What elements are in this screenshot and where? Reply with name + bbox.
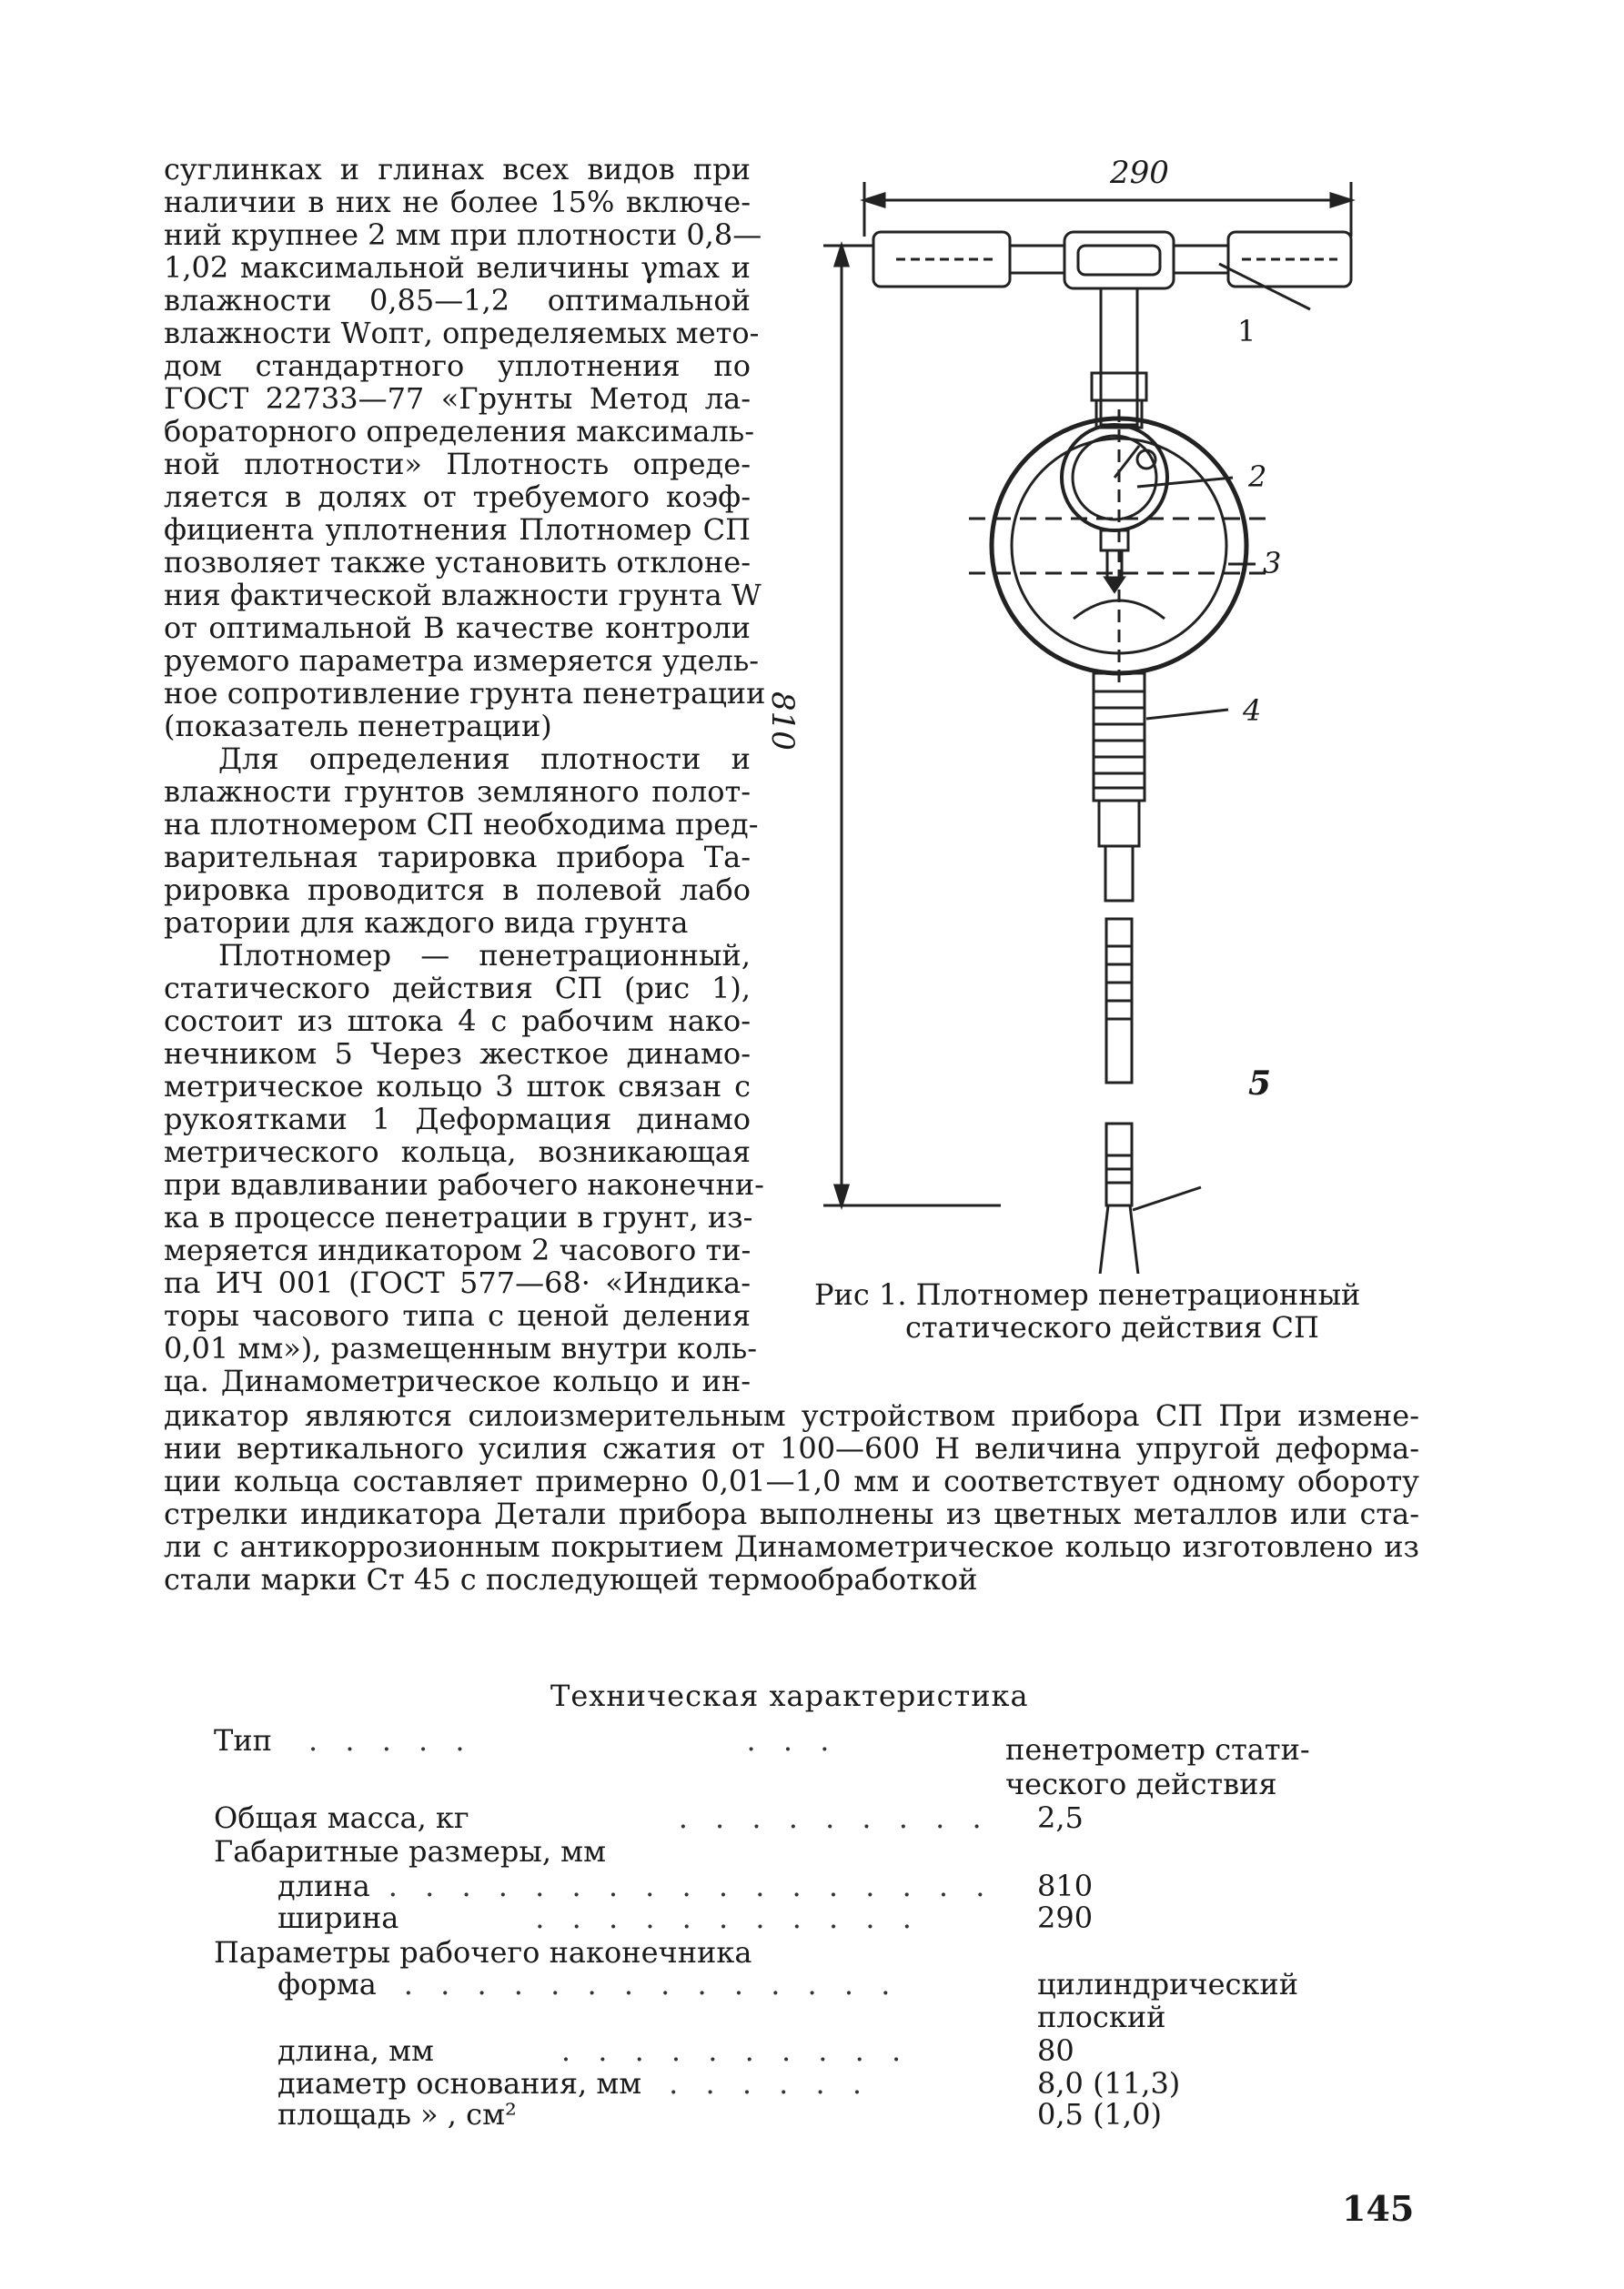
spec-diameter-label: диаметр основания, мм . . . . . . — [277, 2066, 872, 2101]
figure-label-1: 1 — [1237, 314, 1256, 348]
text-line: ГОСТ 22733—77 «Грунты Метод ла- — [164, 381, 751, 416]
text-line: при вдавливании рабочего наконечни- — [164, 1167, 764, 1202]
text-line: меряется индикатором 2 часового ти- — [164, 1233, 751, 1267]
text-line: стали марки Ст 45 с последующей термообработкой — [164, 1562, 978, 1597]
spec-shape-value-2: плоский — [1037, 2000, 1166, 2034]
text-line: ния фактической влажности грунта W — [164, 578, 762, 612]
figure-label-2: 2 — [1248, 459, 1267, 494]
text-line: влажности Wопт, определяемых мето- — [164, 316, 760, 350]
left-column-text — [164, 152, 766, 1398]
figure-label-4: 4 — [1243, 693, 1262, 728]
figure-label-3: 3 — [1263, 546, 1282, 580]
dim-label-height: 810 — [764, 691, 801, 751]
specs-title: Техническая характеристика — [550, 1679, 1029, 1713]
spec-length-value: 810 — [1037, 1869, 1094, 1903]
text-line: влажности 0,85—1,2 оптимальной — [164, 283, 751, 318]
spec-shape-value-1: цилиндрический — [1037, 1967, 1299, 2002]
text-line: ка в процессе пенетрации в грунт, из- — [164, 1200, 753, 1235]
spec-width-value: 290 — [1037, 1901, 1094, 1935]
caption-line-1: Рис 1. Плотномер пенетрационный — [814, 1277, 1361, 1312]
spec-area-label: площадь » , см² — [277, 2097, 517, 2132]
text-line: ное сопротивление грунта пенетрации — [164, 676, 766, 711]
text-line: ратории для каждого вида грунта — [164, 905, 689, 940]
spec-length-label: длина . . . . . . . . . . . . . . . . . — [277, 1869, 994, 1903]
indicator-dial — [1062, 425, 1167, 619]
text-line: варительная тарировка прибора Та- — [164, 840, 751, 874]
text-line: Плотномер — пенетрационный, — [218, 938, 751, 973]
spec-mass-label: Общая масса, кг . . . . . . . . . — [214, 1800, 991, 1835]
text-line: нии вертикального усилия сжатия от 100—600 Н величина упругой деформа- — [164, 1431, 1419, 1466]
rod — [1094, 673, 1145, 1205]
figure-label-5: 5 — [1248, 1064, 1272, 1103]
spec-area-value: 0,5 (1,0) — [1037, 2097, 1162, 2132]
text-line: фициента уплотнения Плотномер СП — [164, 512, 751, 547]
text-line: рукоятками 1 Деформация динамо — [164, 1102, 751, 1136]
text-line: рировка проводится в полевой лабо — [164, 872, 751, 907]
spec-width-label: ширина . . . . . . . . . . . — [277, 1901, 921, 1935]
text-line: на плотномером СП необходима пред- — [164, 807, 759, 842]
text-line: ний крупнее 2 мм при плотности 0,8— — [164, 217, 762, 252]
spec-tip-label: Параметры рабочего наконечника — [214, 1935, 752, 1970]
text-line: руемого параметра измеряется удель- — [164, 643, 760, 678]
spec-shape-label: форма . . . . . . . . . . . . . . — [277, 1967, 900, 2002]
text-line: влажности грунтов земляного полот- — [164, 774, 751, 809]
dim-label-width: 290 — [1110, 155, 1169, 191]
text-line: ной плотности» Плотность опреде- — [164, 447, 751, 481]
text-line: торы часового типа с ценой деления — [164, 1298, 751, 1333]
text-line: позволяет также установить отклоне- — [164, 545, 751, 580]
text-line: (показатель пенетрации) — [164, 709, 552, 743]
handle — [873, 232, 1351, 288]
text-line: ции кольца составляет примерно 0,01—1,0 мм и соответствует одному обороту — [164, 1464, 1419, 1498]
text-line: ляется в долях от требуемого коэф- — [164, 479, 751, 514]
figure-penetrometer — [801, 146, 1456, 1274]
spec-tip-length-label: длина, мм . . . . . . . . . . — [277, 2033, 911, 2068]
spec-tip-length-value: 80 — [1037, 2033, 1074, 2068]
spec-type-value-2: ческого действия — [1005, 1767, 1277, 1801]
text-line: статического действия СП (рис 1), — [164, 971, 751, 1005]
tip — [1094, 1205, 1145, 1274]
text-line: от оптимальной В качестве контроли — [164, 610, 751, 645]
text-line: па ИЧ 001 (ГОСТ 577—68· «Индика- — [164, 1266, 751, 1300]
text-line: ли с антикоррозионным покрытием Динамометрическое кольцо изготовлено из — [164, 1529, 1419, 1564]
page-number: 145 — [1342, 2188, 1415, 2229]
text-line: наличии в них не более 15% включе- — [164, 185, 751, 219]
figure-caption — [814, 1278, 1360, 1344]
text-line: бораторного определения максималь- — [164, 414, 755, 449]
spec-mass-value: 2,5 — [1037, 1800, 1084, 1835]
caption-line-2: статического действия СП — [905, 1310, 1319, 1345]
text-line: суглинках и глинах всех видов при — [164, 152, 751, 187]
spec-type-label: Тип . . . . . . . . — [214, 1723, 839, 1758]
text-line: 1,02 максимальной величины γmax и — [164, 250, 751, 285]
full-width-text — [164, 1399, 1419, 1596]
text-line: состоит из штока 4 с рабочим нако- — [164, 1003, 751, 1038]
text-line: метрического кольца, возникающая — [164, 1134, 751, 1169]
text-line: метрическое кольцо 3 шток связан с — [164, 1069, 751, 1104]
text-line: ца. Динамометрическое кольцо и ин- — [164, 1364, 751, 1398]
spec-dims-label: Габаритные размеры, мм — [214, 1834, 606, 1869]
spec-diameter-value: 8,0 (11,3) — [1037, 2066, 1181, 2101]
text-line: Для определения плотности и — [218, 741, 751, 776]
text-line: нечником 5 Через жесткое динамо- — [164, 1036, 751, 1071]
text-line: 0,01 мм»), размещенным внутри коль- — [164, 1331, 758, 1366]
spec-type-value-1: пенетрометр стати- — [1005, 1732, 1310, 1767]
text-line: стрелки индикатора Детали прибора выполнены из цветных металлов или ста- — [164, 1497, 1419, 1531]
dynamometer-ring — [969, 409, 1269, 682]
text-line: дом стандартного уплотнения по — [164, 348, 751, 383]
text-line: дикатор являются силоизмерительным устройством прибора СП При измене- — [164, 1398, 1419, 1433]
